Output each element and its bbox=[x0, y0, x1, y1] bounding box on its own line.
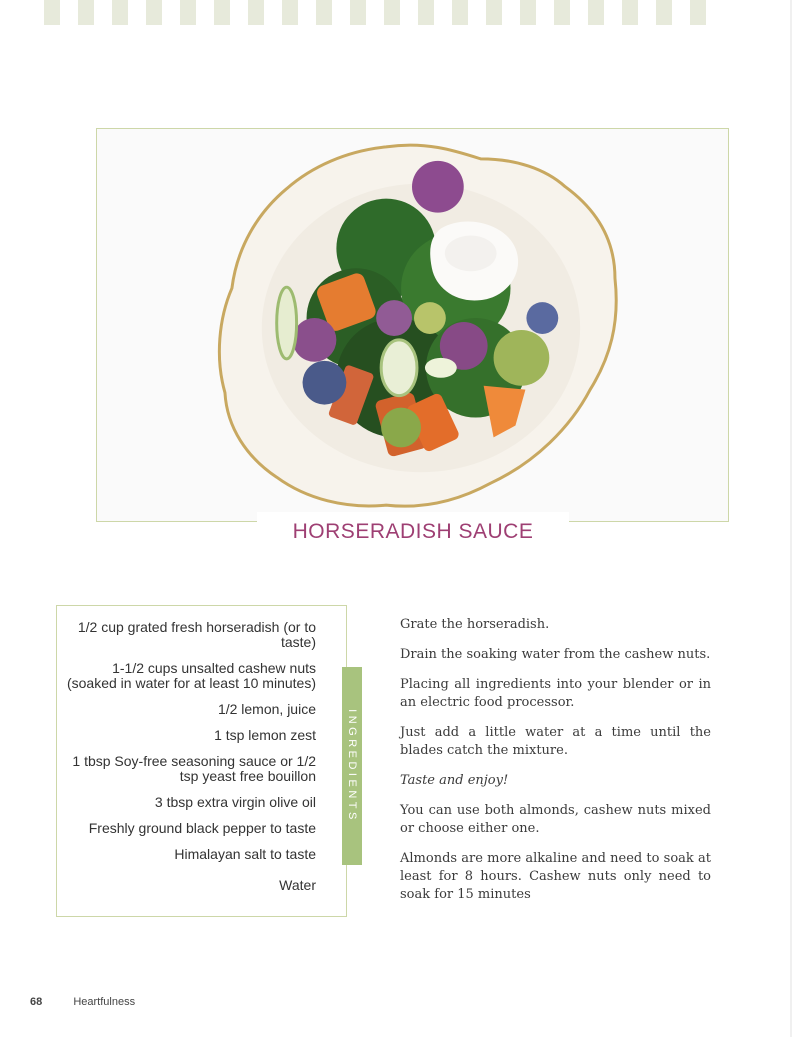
ingredient-item: Himalayan salt to taste bbox=[174, 846, 316, 862]
header-stripe bbox=[486, 0, 502, 25]
method-step: Almonds are more alkaline and need to soak at least for 8 hours. Cashew nuts only need to soak for 15 minutes bbox=[400, 851, 711, 902]
ingredient-item: 1/2 lemon, juice bbox=[217, 701, 316, 717]
ingredients-tab bbox=[342, 667, 362, 865]
recipe-title: HORSERADISH SAUCE bbox=[292, 520, 534, 543]
publication-name: Heartfulness bbox=[73, 996, 136, 1008]
method-step: Placing all ingredients into your blender or in an electric food processor. bbox=[400, 677, 711, 710]
header-stripe bbox=[248, 0, 264, 25]
header-stripes bbox=[44, 0, 724, 25]
ingredients-tab-label: INGREDIENTS bbox=[346, 709, 358, 823]
method-step: Taste and enjoy! bbox=[400, 773, 509, 788]
header-stripe bbox=[44, 0, 60, 25]
header-stripe bbox=[146, 0, 162, 25]
header-stripe bbox=[622, 0, 638, 25]
header-stripe bbox=[384, 0, 400, 25]
method-step: Drain the soaking water from the cashew nuts. bbox=[400, 647, 711, 662]
title-background bbox=[257, 512, 569, 552]
header-stripe bbox=[316, 0, 332, 25]
header-stripe bbox=[112, 0, 128, 25]
recipe-photo bbox=[96, 128, 729, 522]
method-step: You can use both almonds, cashew nuts mixed or choose either one. bbox=[400, 803, 711, 836]
header-stripe bbox=[690, 0, 706, 25]
header-stripe bbox=[78, 0, 94, 25]
ingredients-box bbox=[56, 605, 347, 917]
ingredient-item: 1 tbsp Soy-free seasoning sauce or 1/2 tsp yeast free bouillon bbox=[72, 753, 316, 784]
ingredient-item: Freshly ground black pepper to taste bbox=[88, 820, 316, 836]
header-stripe bbox=[554, 0, 570, 25]
ingredient-item: 3 tbsp extra virgin olive oil bbox=[154, 794, 316, 810]
header-stripe bbox=[656, 0, 672, 25]
method-step: Grate the horseradish. bbox=[400, 617, 550, 632]
ingredient-item: Water bbox=[279, 877, 316, 893]
header-stripe bbox=[588, 0, 604, 25]
header-stripe bbox=[418, 0, 434, 25]
ingredient-item: 1/2 cup grated fresh horseradish (or to taste) bbox=[77, 619, 316, 650]
header-stripe bbox=[180, 0, 196, 25]
salad-bowl-image bbox=[97, 129, 728, 521]
header-stripe bbox=[520, 0, 536, 25]
ingredient-item: 1-1/2 cups unsalted cashew nuts (soaked in water for at least 10 minutes) bbox=[66, 660, 316, 691]
method-step: Just add a little water at a time until the blades catch the mixture. bbox=[400, 725, 711, 758]
header-stripe bbox=[350, 0, 366, 25]
method-steps bbox=[400, 616, 711, 916]
page-footer bbox=[30, 996, 135, 1008]
header-stripe bbox=[282, 0, 298, 25]
header-stripe bbox=[214, 0, 230, 25]
page-number: 68 bbox=[30, 996, 43, 1008]
header-stripe bbox=[452, 0, 468, 25]
ingredient-item: 1 tsp lemon zest bbox=[214, 727, 316, 743]
